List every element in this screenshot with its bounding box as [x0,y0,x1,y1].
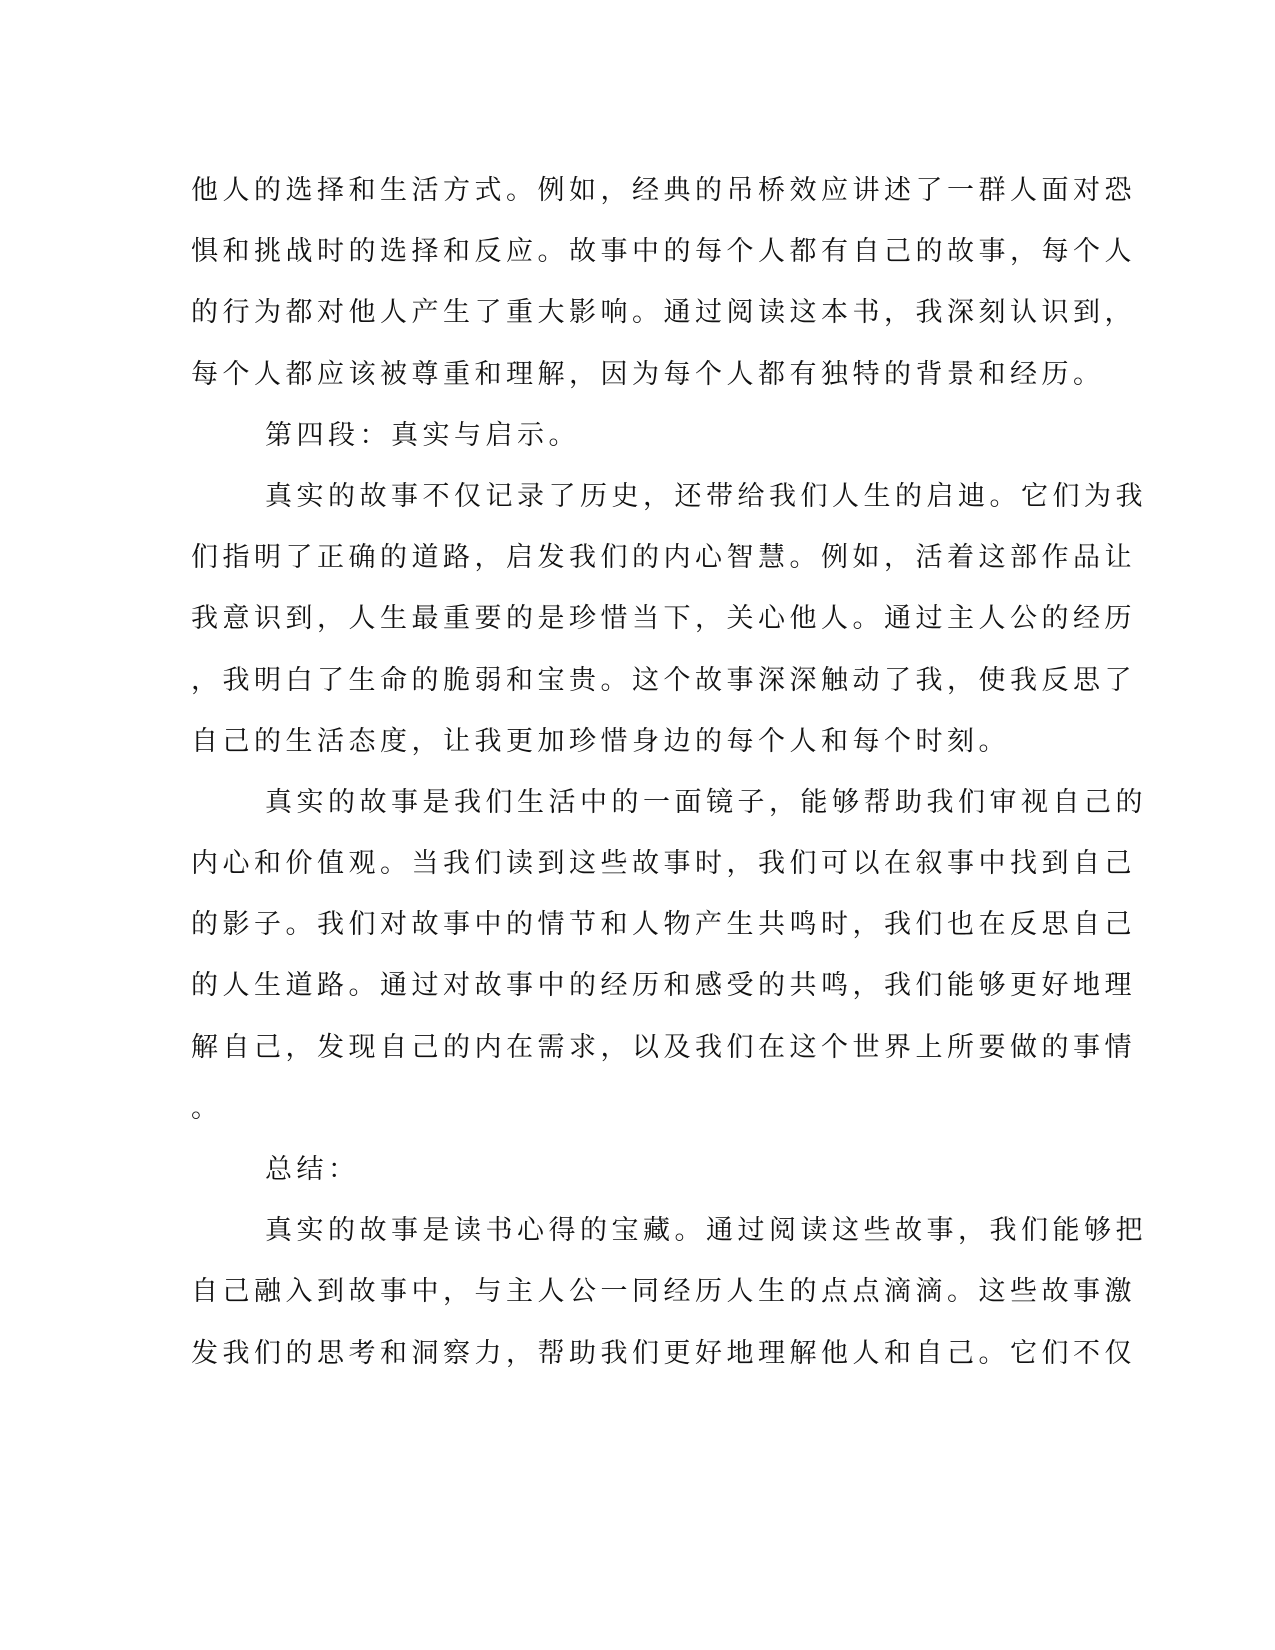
text-line: 。 [191,1092,223,1124]
body-text [191,160,1147,1384]
section-heading: 第四段：真实与启示。 [265,419,580,451]
text-line: 们指明了正确的道路，启发我们的内心智慧。例如，活着这部作品让 [191,542,1136,574]
text-line: 的影子。我们对故事中的情节和人物产生共鸣时，我们也在反思自己 [191,909,1136,941]
text-line: 的人生道路。通过对故事中的经历和感受的共鸣，我们能够更好地理 [191,970,1136,1002]
text-line: 自己的生活态度，让我更加珍惜身边的每个人和每个时刻。 [191,725,1010,757]
text-line: 解自己，发现自己的内在需求，以及我们在这个世界上所要做的事情 [191,1031,1136,1063]
text-line: 内心和价值观。当我们读到这些故事时，我们可以在叙事中找到自己 [191,848,1136,880]
section-heading: 总结： [265,1154,360,1185]
text-line: ，我明白了生命的脆弱和宝贵。这个故事深深触动了我，使我反思了 [191,664,1136,696]
text-line: 我意识到，人生最重要的是珍惜当下，关心他人。通过主人公的经历 [191,603,1136,635]
text-line: 的行为都对他人产生了重大影响。通过阅读这本书，我深刻认识到， [191,297,1136,329]
text-line: 惧和挑战时的选择和反应。故事中的每个人都有自己的故事，每个人 [191,236,1136,268]
text-line: 自己融入到故事中，与主人公一同经历人生的点点滴滴。这些故事激 [191,1276,1136,1308]
text-line: 发我们的思考和洞察力，帮助我们更好地理解他人和自己。它们不仅 [191,1337,1136,1369]
text-line: 他人的选择和生活方式。例如，经典的吊桥效应讲述了一群人面对恐 [191,175,1136,206]
text-line: 真实的故事是读书心得的宝藏。通过阅读这些故事，我们能够把 [265,1215,1147,1247]
text-line: 真实的故事不仅记录了历史，还带给我们人生的启迪。它们为我 [265,480,1147,512]
text-line: 真实的故事是我们生活中的一面镜子，能够帮助我们审视自己的 [265,786,1147,818]
text-line: 每个人都应该被尊重和理解，因为每个人都有独特的背景和经历。 [191,358,1105,390]
